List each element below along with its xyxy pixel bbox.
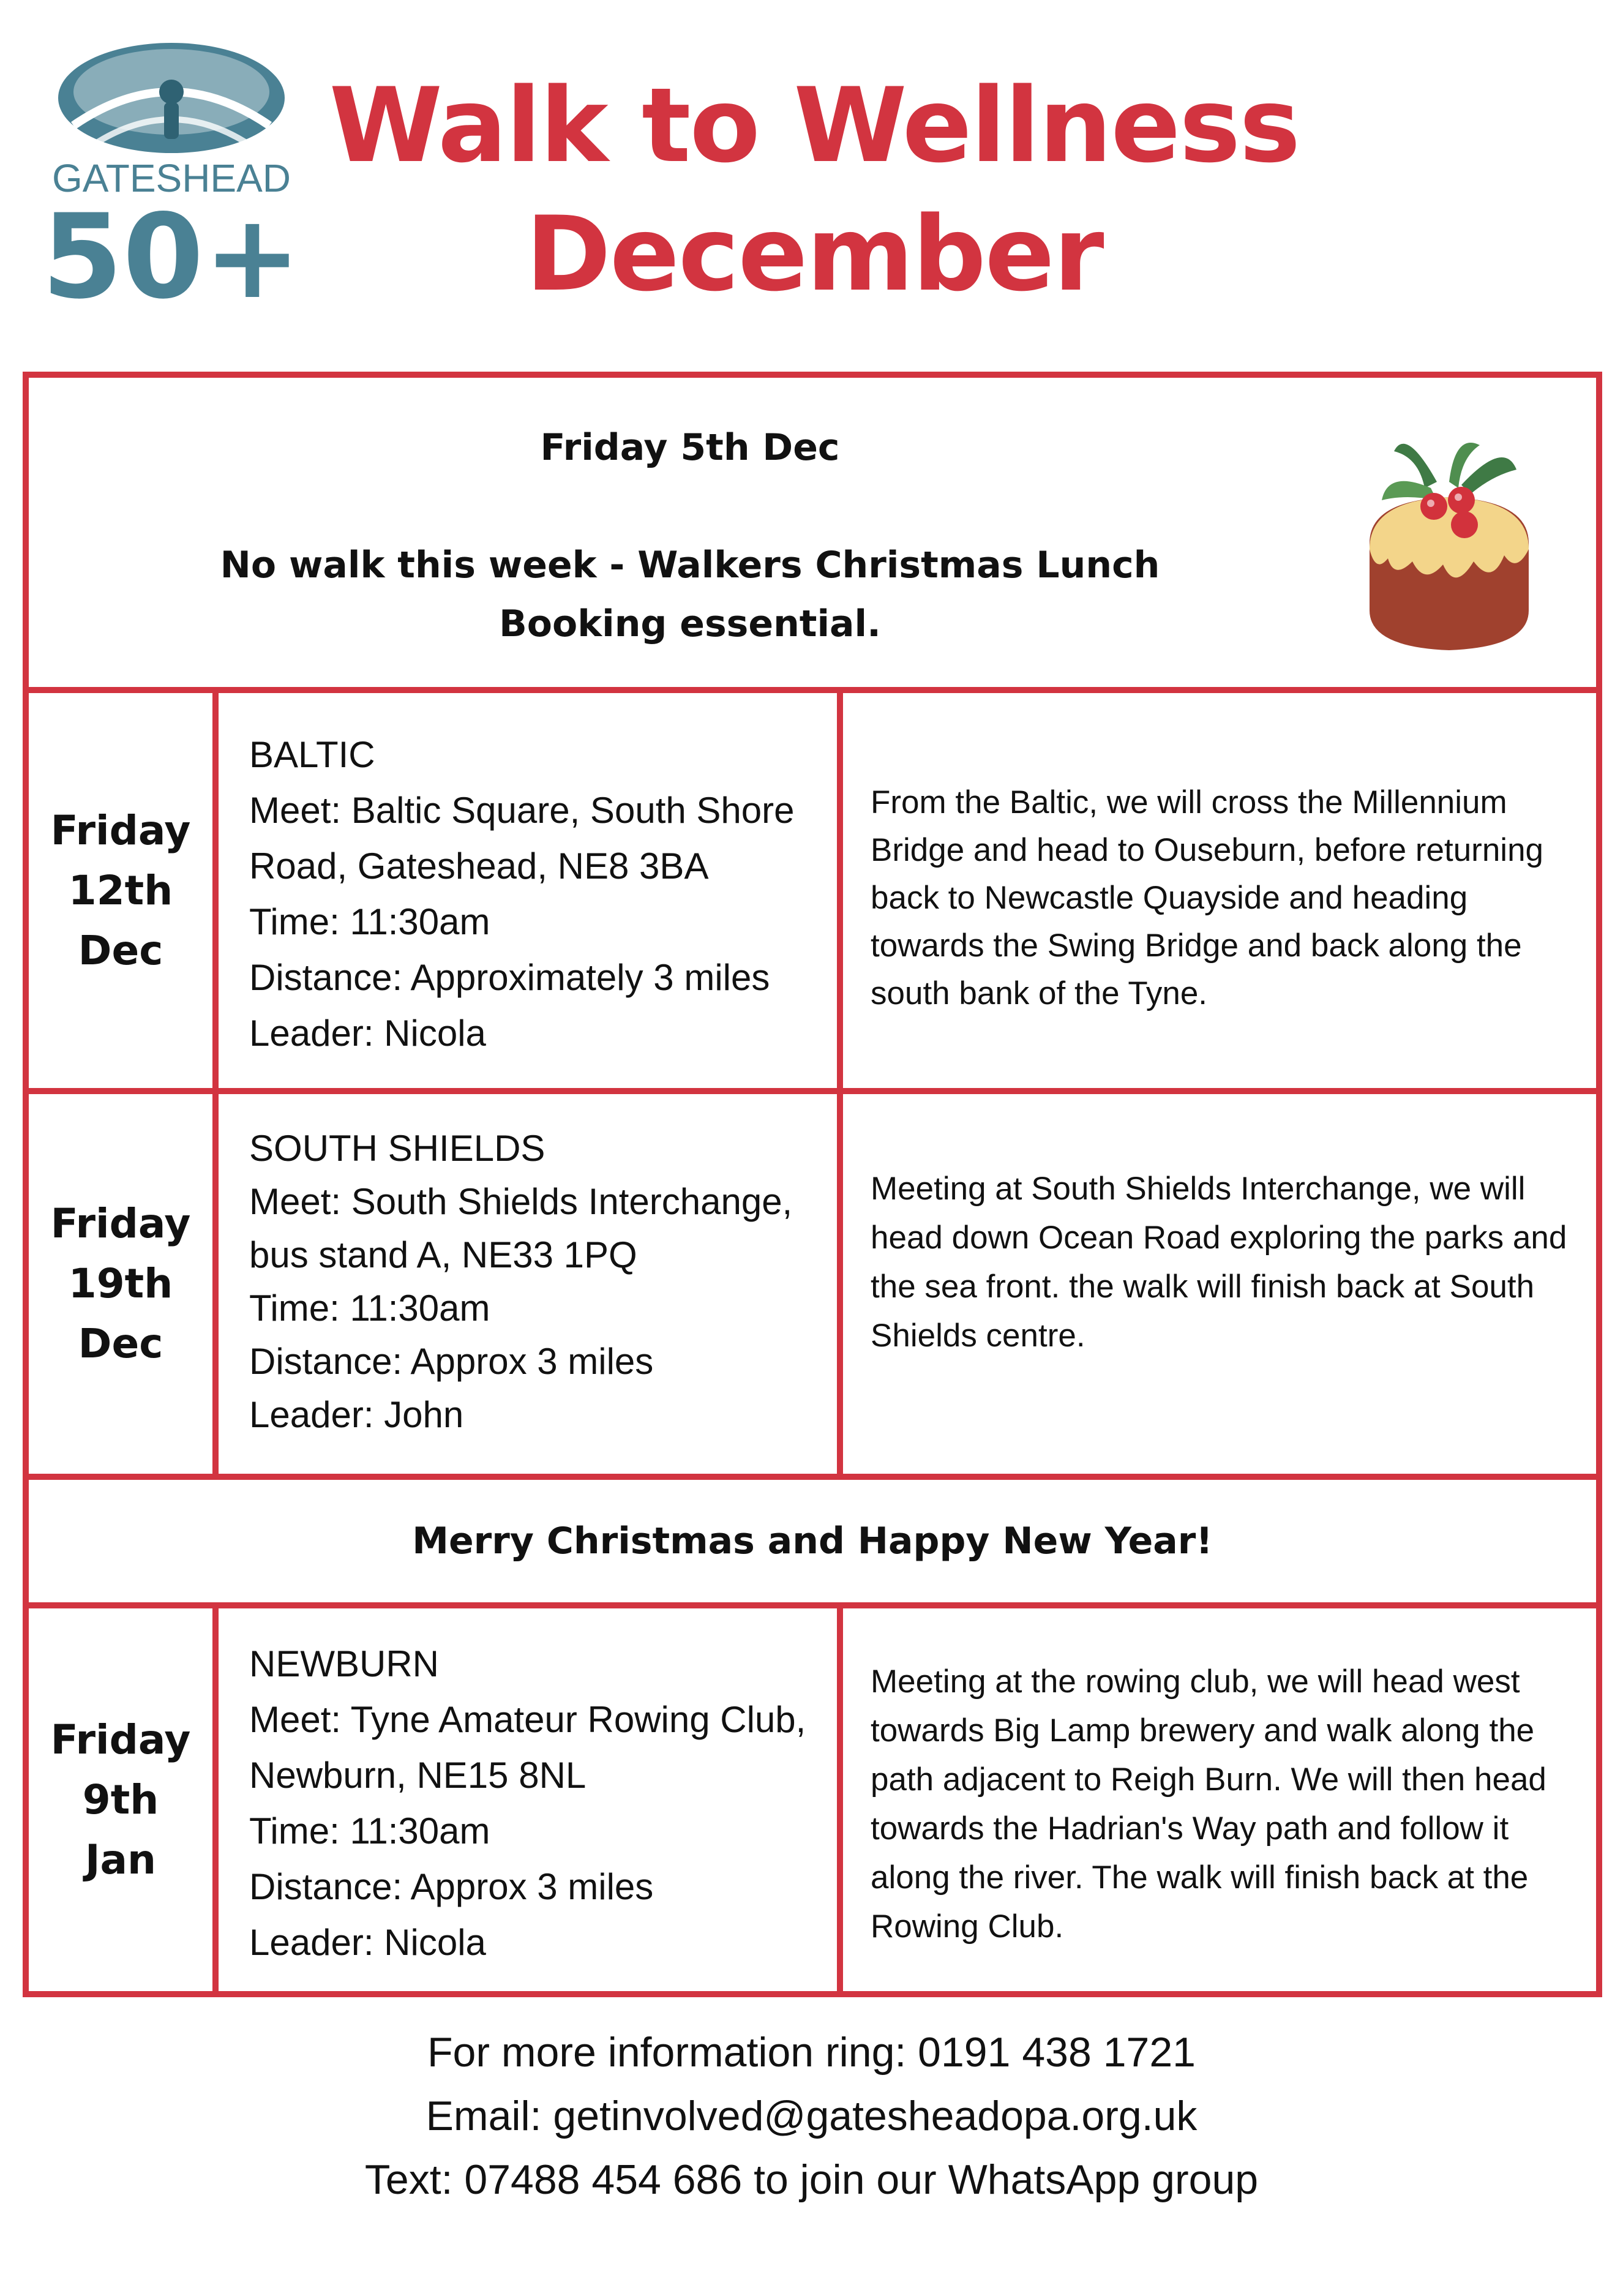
walk-2-date [29,1094,212,1474]
walk-3-details [219,1608,837,1991]
walk-2-time: Time: 11:30am [249,1288,490,1329]
walk-2-details [219,1094,837,1474]
walk-3-num: 9th [82,1776,159,1823]
title-line-1: Walk to Wellness [329,66,1300,186]
logo-text: GATESHEAD [52,156,291,200]
walk-1-distance: Distance: Approximately 3 miles [249,957,770,998]
walk-3-time: Time: 11:30am [249,1810,490,1851]
walk-1-month: Dec [78,926,163,974]
walk-3-description: Meeting at the rowing club, we will head west towards Big Lamp brewery and walk along the path adjacent to Reigh Burn. We will then head towards the Hadrian's Way path and follow it along the river. The walk will finish back at the Rowing Club. [871,1664,1546,1945]
greeting-text: Merry Christmas and Happy New Year! [412,1520,1213,1563]
walk-2-leader: Leader: John [249,1394,464,1435]
notice-line-2: Booking essential. [499,602,881,645]
christmas-pudding-icon [1333,408,1559,666]
walk-1-meet-line-1: Meet: Baltic Square, South Shore [249,790,795,831]
walk-1-date [29,693,212,1088]
walk-1-name: BALTIC [249,734,375,775]
walk-3-name: NEWBURN [249,1643,439,1684]
walk-1-time: Time: 11:30am [249,901,490,942]
walk-3-distance: Distance: Approx 3 miles [249,1866,654,1907]
logo-number: 50+ [49,189,294,309]
walk-2-day: Friday [50,1200,191,1247]
walk-1-day: Friday [50,806,191,854]
walk-2-month: Dec [78,1320,163,1367]
walk-2-distance: Distance: Approx 3 miles [249,1341,654,1382]
walk-1-meet-line-2: Road, Gateshead, NE8 3BA [249,846,709,887]
notice-cell [29,378,1351,687]
walk-2-description-cell [843,1094,1596,1474]
walk-1-description: From the Baltic, we will cross the Millennium Bridge and head to Ouseburn, before returning back to Newcastle Quayside and heading towards the Swing Bridge and back along the south bank of the Tyne. [871,784,1544,1011]
gateshead-50-plus-logo [49,34,294,309]
walk-2-meet-line-2: bus stand A, NE33 1PQ [249,1234,637,1275]
footer-email: Email: getinvolved@gatesheadopa.org.uk [425,2093,1198,2139]
walk-1-leader: Leader: Nicola [249,1013,486,1054]
walk-3-meet-line-1: Meet: Tyne Amateur Rowing Club, [249,1699,806,1740]
walk-2-num: 19th [68,1260,173,1307]
walk-2-description: Meeting at South Shields Interchange, we will head down Ocean Road exploring the parks and the sea front. the walk will finish back at South Shields centre. [871,1171,1567,1354]
notice-date: Friday 5th Dec [540,426,840,469]
schedule-table [23,372,1602,1997]
walk-1-details [219,693,837,1088]
walk-1-num: 12th [68,866,173,914]
footer-phone: For more information ring: 0191 438 1721 [427,2029,1196,2076]
walk-3-leader: Leader: Nicola [249,1922,486,1963]
walk-3-month: Jan [84,1836,157,1883]
page-title [282,61,1347,318]
walk-3-date [29,1608,212,1991]
walk-1-description-cell [843,693,1596,1088]
walk-2-name: SOUTH SHIELDS [249,1128,545,1169]
contact-footer [0,2020,1623,2212]
title-line-2: December [525,194,1103,314]
walk-3-meet-line-2: Newburn, NE15 8NL [249,1755,587,1796]
footer-whatsapp: Text: 07488 454 686 to join our WhatsApp group [364,2156,1259,2203]
greeting-cell [29,1480,1596,1602]
walk-3-description-cell [843,1608,1596,1991]
notice-line-1: No walk this week - Walkers Christmas Lunch [220,543,1160,587]
walk-2-meet-line-1: Meet: South Shields Interchange, [249,1181,793,1222]
walk-3-day: Friday [50,1716,191,1763]
